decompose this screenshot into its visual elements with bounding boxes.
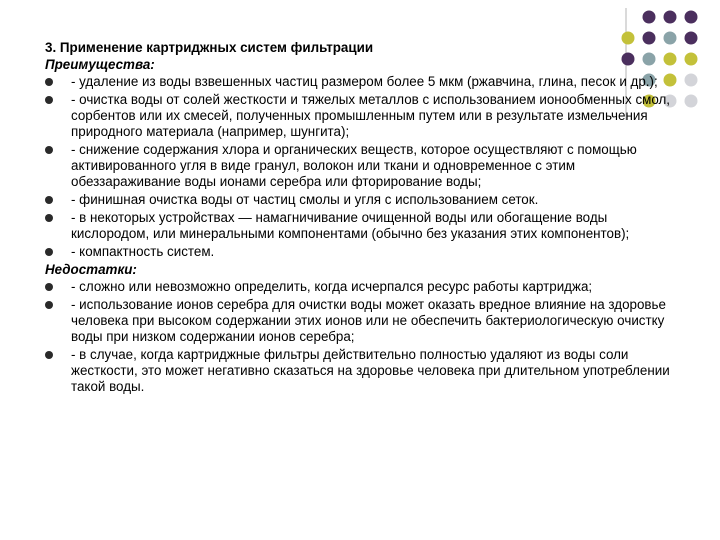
dot bbox=[685, 74, 698, 87]
list-item bbox=[45, 92, 685, 140]
list-item bbox=[45, 210, 685, 242]
list-item-text: - снижение содержания хлора и органических веществ, которое осуществляют с помощью активированного угля в виде гранул, волокон или ткани и одновременное с этим обеззараживание воды ионами серебра или фторирование воды; bbox=[71, 142, 637, 189]
list-item-text: - в некоторых устройствах — намагничивание очищенной воды или обогащение воды кислородом, или минеральными компонентами (обычно без указания этих компонентов); bbox=[71, 210, 630, 241]
advantages-list bbox=[45, 74, 685, 260]
bullet-icon bbox=[45, 248, 53, 256]
list-item-text: - компактность систем. bbox=[71, 244, 215, 259]
slide-body bbox=[45, 40, 685, 397]
dot bbox=[685, 11, 698, 24]
list-item-text: - удаление из воды взвешенных частиц размером более 5 мкм (ржавчина, глина, песок и др.); bbox=[71, 74, 658, 89]
bullet-icon bbox=[45, 301, 53, 309]
bullet-icon bbox=[45, 214, 53, 222]
advantages-heading: Преимущества: bbox=[45, 57, 155, 72]
dot bbox=[685, 95, 698, 108]
bullet-icon bbox=[45, 351, 53, 359]
list-item-text: - сложно или невозможно определить, когда исчерпался ресурс работы картриджа; bbox=[71, 279, 593, 294]
list-item bbox=[45, 192, 685, 208]
list-item bbox=[45, 297, 685, 345]
list-item-text: - в случае, когда картриджные фильтры действительно полностью удаляют из воды соли жесткости, это может негативно сказаться на здоровье человека при длительном употреблении такой воды. bbox=[71, 347, 670, 394]
list-item-text: - финишная очистка воды от частиц смолы и угля с использованием сеток. bbox=[71, 192, 539, 207]
bullet-icon bbox=[45, 96, 53, 104]
list-item-text: - очистка воды от солей жесткости и тяжелых металлов с использованием ионообменных смол, сорбентов или их смесей, полученных промышленным путем или в результате измельчения природного материала (например, шунгита); bbox=[71, 92, 671, 139]
bullet-icon bbox=[45, 78, 53, 86]
bullet-icon bbox=[45, 146, 53, 154]
dot bbox=[685, 32, 698, 45]
list-item-text: - использование ионов серебра для очистки воды может оказать вредное влияние на здоровье человека при высоком содержании этих ионов или не обеспечить бактериологическую очистку воды при низком содержании ионов серебра; bbox=[71, 297, 666, 344]
dot bbox=[643, 11, 656, 24]
list-item bbox=[45, 244, 685, 260]
bullet-icon bbox=[45, 196, 53, 204]
list-item bbox=[45, 142, 685, 190]
disadvantages-heading: Недостатки: bbox=[45, 262, 137, 277]
slide-title: 3. Применение картриджных систем фильтрации bbox=[45, 40, 374, 55]
disadvantages-list bbox=[45, 279, 685, 395]
dot bbox=[664, 11, 677, 24]
list-item bbox=[45, 74, 685, 90]
bullet-icon bbox=[45, 283, 53, 291]
list-item bbox=[45, 347, 685, 395]
dot bbox=[685, 53, 698, 66]
list-item bbox=[45, 279, 685, 295]
